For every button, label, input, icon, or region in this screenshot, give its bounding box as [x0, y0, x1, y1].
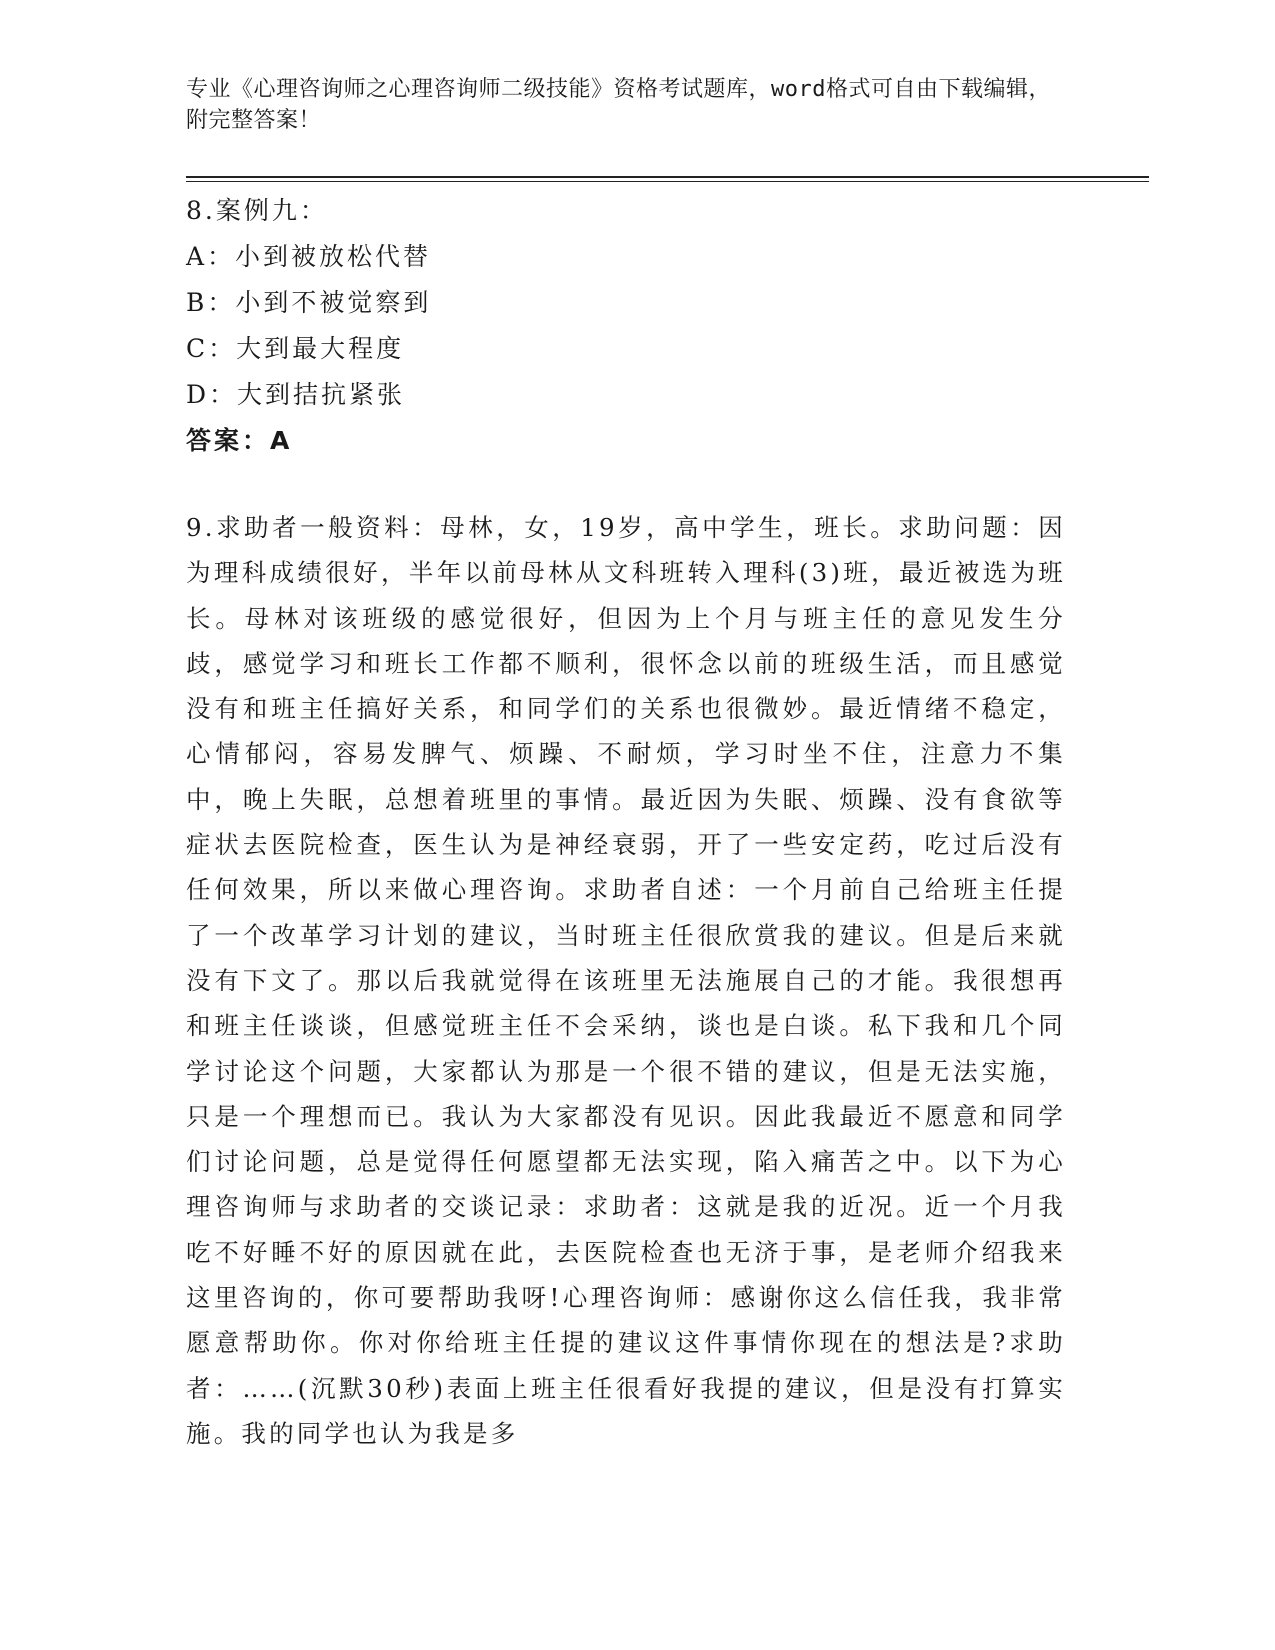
question-8-answer: 答案：A — [186, 426, 293, 455]
question-8 — [186, 188, 1086, 464]
question-8-title: 8.案例九： — [186, 196, 328, 225]
header-rule-thin — [186, 181, 1149, 182]
question-8-option-d: D：大到拮抗紧张 — [186, 380, 406, 409]
question-8-option-b: B：小到不被觉察到 — [186, 288, 432, 317]
header-rule-thick — [186, 176, 1149, 178]
question-9-text: 9.求助者一般资料：母林，女，19岁，高中学生，班长。求助问题：因为理科成绩很好，半年以前母林从文科班转入理科(3)班，最近被选为班长。母林对该班级的感觉很好，但因为上个月与班主任的意见发生分歧，感觉学习和班长工作都不顺利，很怀念以前的班级生活，而且感觉没有和班主任搞好关系，和同学们的关系也很微妙。最近情绪不稳定，心情郁闷，容易发脾气、烦躁、不耐烦，学习时坐不住，注意力不集中，晚上失眠，总想着班里的事情。最近因为失眠、烦躁、没有食欲等症状去医院检查，医生认为是神经衰弱，开了一些安定药，吃过后没有任何效果，所以来做心理咨询。求助者自述：一个月前自己给班主任提了一个改革学习计划的建议，当时班主任很欣赏我的建议。但是后来就没有下文了。那以后我就觉得在该班里无法施展自己的才能。我很想再和班主任谈谈，但感觉班主任不会采纳，谈也是白谈。私下我和几个同学讨论这个问题，大家都认为那是一个很不错的建议，但是无法实施，只是一个理想而已。我认为大家都没有见识。因此我最近不愿意和同学们讨论问题，总是觉得任何愿望都无法实现，陷入痛苦之中。以下为心理咨询师与求助者的交谈记录：求助者：这就是我的近况。近一个月我吃不好睡不好的原因就在此，去医院检查也无济于事，是老师介绍我来这里咨询的，你可要帮助我呀!心理咨询师：感谢你这么信任我，我非常愿意帮助你。你对你给班主任提的建议这件事情你现在的想法是?求助者：……(沉默30秒)表面上班主任很看好我提的建议，但是没有打算实施。我的同学也认为我是多 — [186, 513, 1066, 1448]
question-8-option-c: C：大到最大程度 — [186, 334, 405, 363]
question-8-option-a: A：小到被放松代替 — [186, 242, 432, 271]
document-header: 专业《心理咨询师之心理咨询师二级技能》资格考试题库，word格式可自由下载编辑，附完整答案！ — [186, 77, 1051, 133]
